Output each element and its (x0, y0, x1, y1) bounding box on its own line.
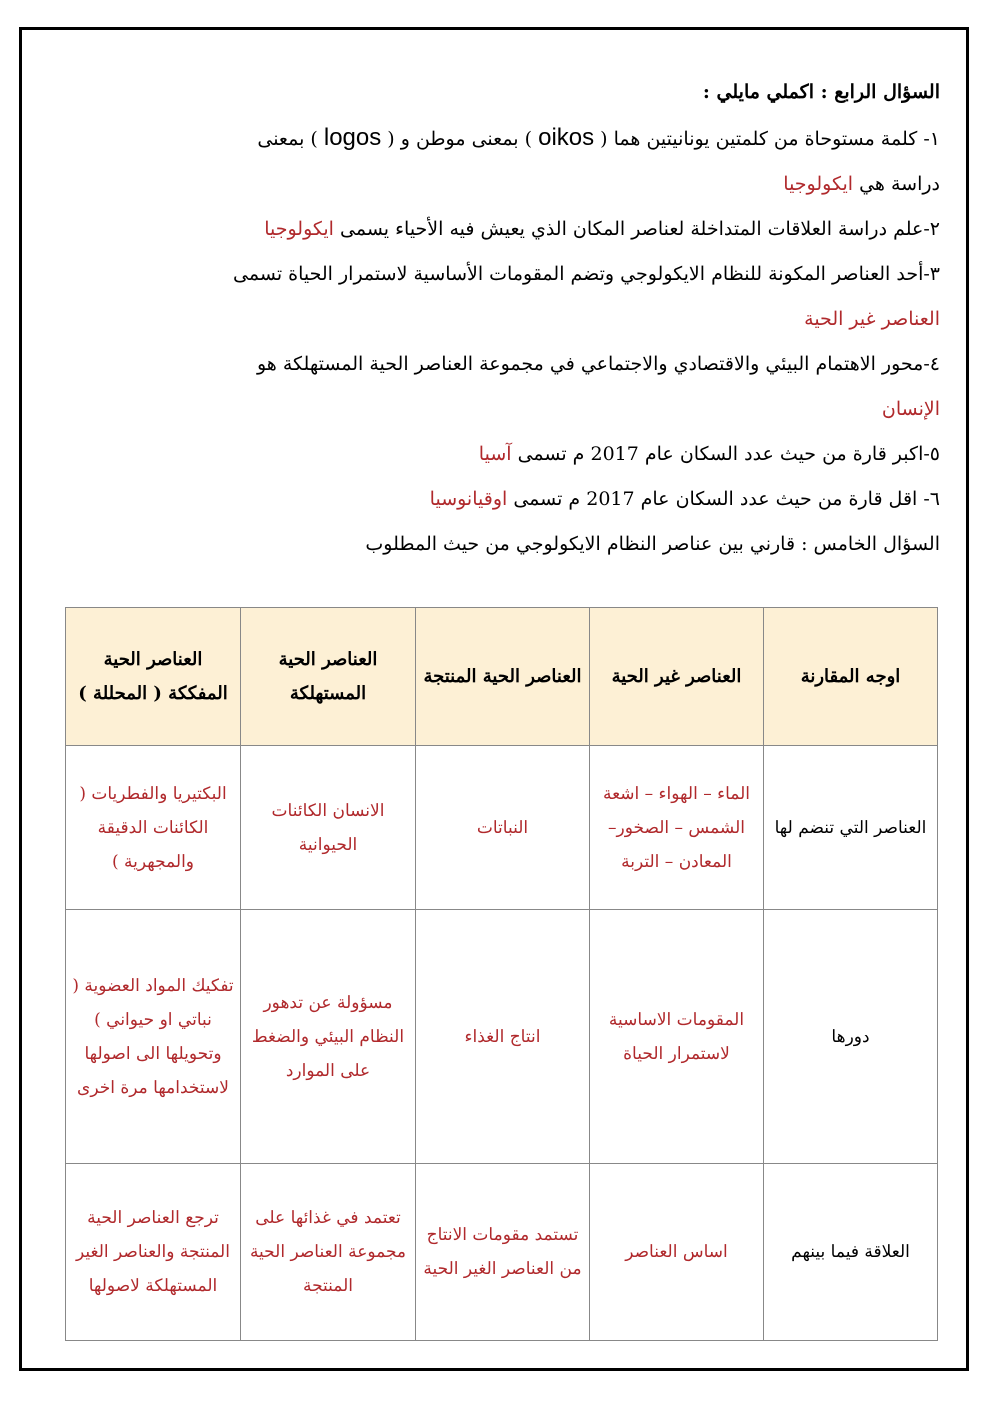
row-label: العناصر التي تنضم لها (764, 746, 938, 910)
q4-item1-line2 (100, 162, 940, 207)
q4-item4-line2 (100, 387, 940, 432)
table-cell: ترجع العناصر الحية المنتجة والعناصر الغير المستهلكة لاصولها (66, 1164, 241, 1341)
questions-section (100, 70, 940, 567)
table-header: العناصر الحية المفككة ( المحللة ) (66, 608, 241, 746)
q4-item2-answer: ايكولوجيا (264, 218, 334, 240)
table-cell: مسؤولة عن تدهور النظام البيئي والضغط على الموارد (241, 910, 416, 1164)
table-cell: المقومات الاساسية لاستمرار الحياة (590, 910, 764, 1164)
q4-item1-word2: logos (323, 124, 382, 151)
q4-item1-suffix: ) بمعنى (257, 128, 318, 150)
row-label: العلاقة فيما بينهم (764, 1164, 938, 1341)
q4-item6 (100, 477, 940, 522)
q4-item5 (100, 432, 940, 477)
table-row (66, 746, 938, 910)
table-row (66, 910, 938, 1164)
q4-item2-text: ٢-علم دراسة العلاقات المتداخلة لعناصر المكان الذي يعيش فيه الأحياء يسمى (340, 218, 940, 240)
table-header: اوجه المقارنة (764, 608, 938, 746)
q4-item3 (100, 252, 940, 297)
q4-item6-answer: اوقيانوسيا (429, 488, 508, 510)
table-cell: البكتيريا والفطريات ( الكائنات الدقيقة والمجهرية ) (66, 746, 241, 910)
q4-item4-text: ٤-محور الاهتمام البيئي والاقتصادي والاجتماعي في مجموعة العناصر الحية المستهلكة هو (256, 353, 940, 375)
q4-item2 (100, 207, 940, 252)
table-cell: النباتات (416, 746, 590, 910)
q4-item4 (100, 342, 940, 387)
q4-item3-text: ٣-أحد العناصر المكونة للنظام الايكولوجي وتضم المقومات الأساسية لاستمرار الحياة تسمى (233, 263, 940, 285)
q4-item1-prefix: ١- كلمة مستوحاة من كلمتين يونانيتين هما ( (600, 128, 940, 150)
q4-item1-mid: ) بمعنى موطن و ( (387, 128, 533, 150)
q4-item5-text: ٥-اكبر قارة من حيث عدد السكان عام 2017 م تسمى (517, 443, 940, 465)
q4-item3-line2 (100, 297, 940, 342)
table-cell: تعتمد في غذائها على مجموعة العناصر الحية المنتجة (241, 1164, 416, 1341)
table-cell: الانسان الكائنات الحيوانية (241, 746, 416, 910)
q4-item6-text: ٦- اقل قارة من حيث عدد السكان عام 2017 م تسمى (513, 488, 940, 510)
table-cell: تفكيك المواد العضوية ( نباتي او حيواني ) وتحويلها الى اصولها لاستخدامها مرة اخرى (66, 910, 241, 1164)
table-cell: تستمد مقومات الانتاج من العناصر الغير الحية (416, 1164, 590, 1341)
q4-item3-answer: العناصر غير الحية (804, 308, 940, 330)
q4-item1-answer: ايكولوجيا (783, 173, 854, 195)
table-cell: انتاج الغذاء (416, 910, 590, 1164)
q4-item1-line2-text: دراسة هي (859, 173, 940, 195)
comparison-table (65, 607, 938, 1341)
q4-item4-answer: الإنسان (881, 398, 940, 420)
q4-item5-answer: آسيا (478, 443, 512, 465)
table-header-row (66, 608, 938, 746)
table-cell: الماء – الهواء – اشعة الشمس – الصخور– المعادن – التربة (590, 746, 764, 910)
q5-title: السؤال الخامس : قارني بين عناصر النظام الايكولوجي من حيث المطلوب (365, 533, 940, 555)
table-header: العناصر الحية المستهلكة (241, 608, 416, 746)
row-label: دورها (764, 910, 938, 1164)
q4-item1 (100, 115, 940, 162)
table-header: العناصر غير الحية (590, 608, 764, 746)
table-row (66, 1164, 938, 1341)
q4-item1-word1: oikos (538, 124, 595, 151)
table-cell: اساس العناصر (590, 1164, 764, 1341)
table-header: العناصر الحية المنتجة (416, 608, 590, 746)
q4-title: السؤال الرابع : اكملي مايلي : (702, 81, 940, 103)
